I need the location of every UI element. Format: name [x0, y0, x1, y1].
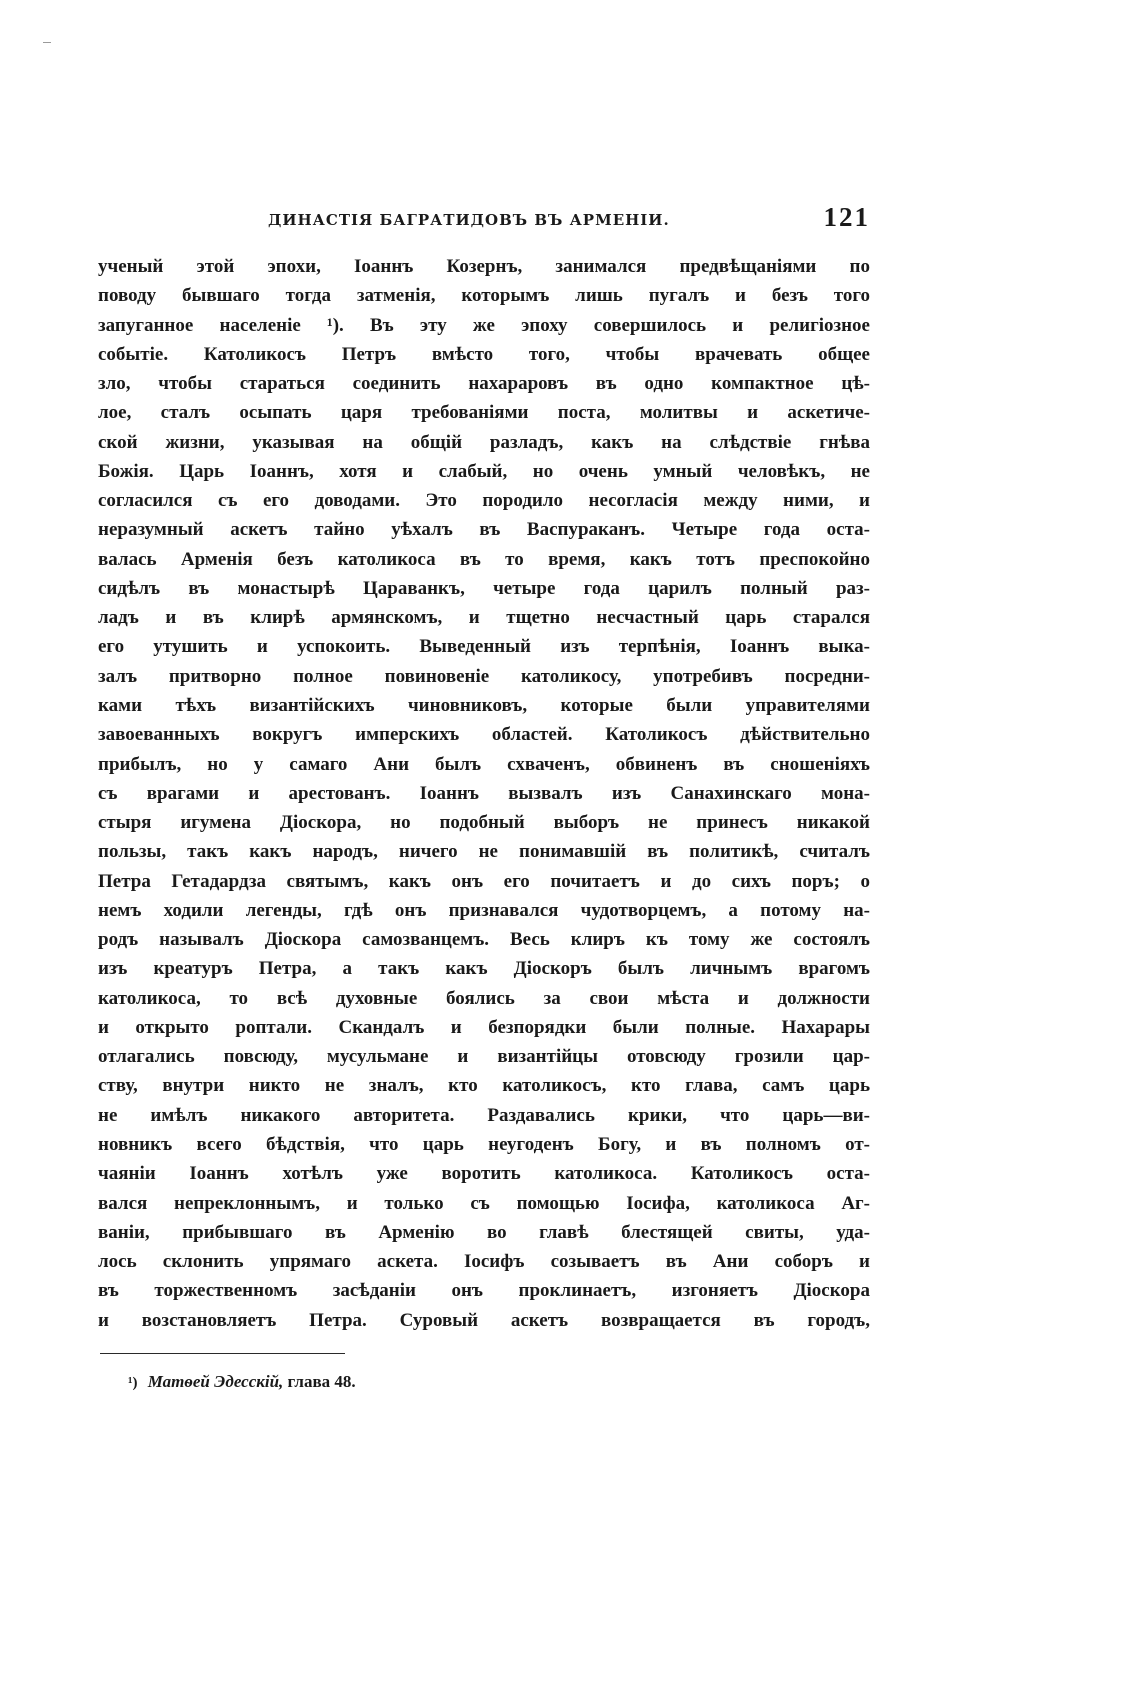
text-line: изъ креатуръ Петра, а такъ какъ Діоскоръ былъ личнымъ врагомъ: [98, 958, 870, 980]
text-line: ками тѣхъ византійскихъ чиновниковъ, которые были управителями: [98, 694, 870, 716]
text-line: родъ называлъ Діоскора самозванцемъ. Весь клиръ къ тому же состоялъ: [98, 929, 870, 951]
text-line: ской жизни, указывая на общій разладъ, какъ на слѣдствіе гнѣва: [98, 431, 870, 453]
text-line: залъ притворно полное повиновеніе католикосу, употребивъ посредни-: [98, 665, 870, 687]
text-line: вался непреклоннымъ, и только съ помощью Іосифа, католикоса Аг-: [98, 1192, 870, 1214]
text-line: Петра Гетадардза святымъ, какъ онъ его почитаетъ и до сихъ поръ; о: [98, 870, 870, 892]
footnote: [128, 1369, 356, 1396]
text-line: прибылъ, но у самаго Ани былъ схваченъ, обвиненъ въ сношеніяхъ: [98, 753, 870, 775]
text-line: въ торжественномъ засѣданіи онъ проклинаетъ, изгоняетъ Діоскора: [98, 1280, 870, 1302]
text-line: съ врагами и арестованъ. Іоаннъ вызвалъ изъ Санахинскаго мона-: [98, 782, 870, 804]
text-line: католикоса, то всѣ духовные боялись за свои мѣста и должности: [98, 987, 870, 1009]
text-line: новникъ всего бѣдствія, что царь неугоденъ Богу, и въ полномъ от-: [98, 1133, 870, 1155]
text-line: поводу бывшаго тогда затменія, которымъ лишь пугалъ и безъ того: [98, 285, 870, 307]
text-line: завоеванныхъ вокругъ имперскихъ областей. Католикосъ дѣйствительно: [98, 724, 870, 746]
text-line: ваніи, прибывшаго въ Арменію во главѣ блестящей свиты, уда-: [98, 1221, 870, 1243]
text-line: его утушить и успокоить. Выведенный изъ терпѣнія, Іоаннъ выка-: [98, 636, 870, 658]
text-line: Божія. Царь Іоаннъ, хотя и слабый, но очень умный человѣкъ, не: [98, 460, 870, 482]
text-line: ладъ и въ клирѣ армянскомъ, и тщетно несчастный царь старался: [98, 607, 870, 629]
text-line: событіе. Католикосъ Петръ вмѣсто того, чтобы врачевать общее: [98, 343, 870, 365]
text-line: лое, сталъ осыпать царя требованіями поста, молитвы и аскетиче-: [98, 402, 870, 424]
running-head: ДИНАСТІЯ БАГРАТИДОВЪ ВЪ АРМЕНІИ.: [268, 211, 670, 229]
text-line: отлагались повсюду, мусульмане и византійцы отовсюду грозили цар-: [98, 1046, 870, 1068]
text-line: немъ ходили легенды, гдѣ онъ признавался чудотворцемъ, а потому на-: [98, 899, 870, 921]
text-line: чаяніи Іоаннъ хотѣлъ уже воротить католикоса. Католикосъ оста-: [98, 1163, 870, 1185]
text-line: лось склонить упрямаго аскета. Іосифъ созываетъ въ Ани соборъ и: [98, 1251, 870, 1273]
text-line: запуганное населеніе ¹). Въ эту же эпоху совершилось и религіозное: [98, 314, 870, 336]
scan-mark: [43, 42, 51, 43]
footnote-mark: ¹): [128, 1375, 138, 1391]
text-line: зло, чтобы стараться соединить нахараровъ въ одно компактное цѣ-: [98, 373, 870, 395]
text-line: валась Арменія безъ католикоса въ то время, какъ тотъ преспокойно: [98, 548, 870, 570]
text-line: и возстановляетъ Петра. Суровый аскетъ возвращается въ городъ,: [98, 1309, 870, 1331]
text-line: и открыто роптали. Скандалъ и безпорядки были полные. Нахарары: [98, 1016, 870, 1038]
page-header: [100, 204, 870, 236]
text-line: неразумный аскетъ тайно уѣхалъ въ Васпураканъ. Четыре года оста-: [98, 519, 870, 541]
text-line: пользы, такъ какъ народъ, ничего не понимавшій въ политикѣ, считалъ: [98, 841, 870, 863]
main-text: [98, 252, 870, 1335]
text-line: ученый этой эпохи, Іоаннъ Козернъ, занимался предвѣщаніями по: [98, 256, 870, 277]
page-number: 121: [823, 202, 870, 232]
text-line: стыря игумена Діоскора, но подобный выборъ не принесъ никакой: [98, 812, 870, 834]
footnote-divider: [100, 1353, 345, 1354]
text-line: не имѣлъ никакого авторитета. Раздавались крики, что царь—ви-: [98, 1104, 870, 1126]
footnote-author: Матѳей Эдесскій,: [147, 1372, 284, 1391]
text-line: сидѣлъ въ монастырѣ Цараванкъ, четыре года царилъ полный раз-: [98, 577, 870, 599]
text-line: ству, внутри никто не зналъ, кто католикосъ, кто глава, самъ царь: [98, 1075, 870, 1097]
text-line: согласился съ его доводами. Это породило несогласія между ними, и: [98, 490, 870, 512]
footnote-reference: глава 48.: [287, 1372, 356, 1391]
